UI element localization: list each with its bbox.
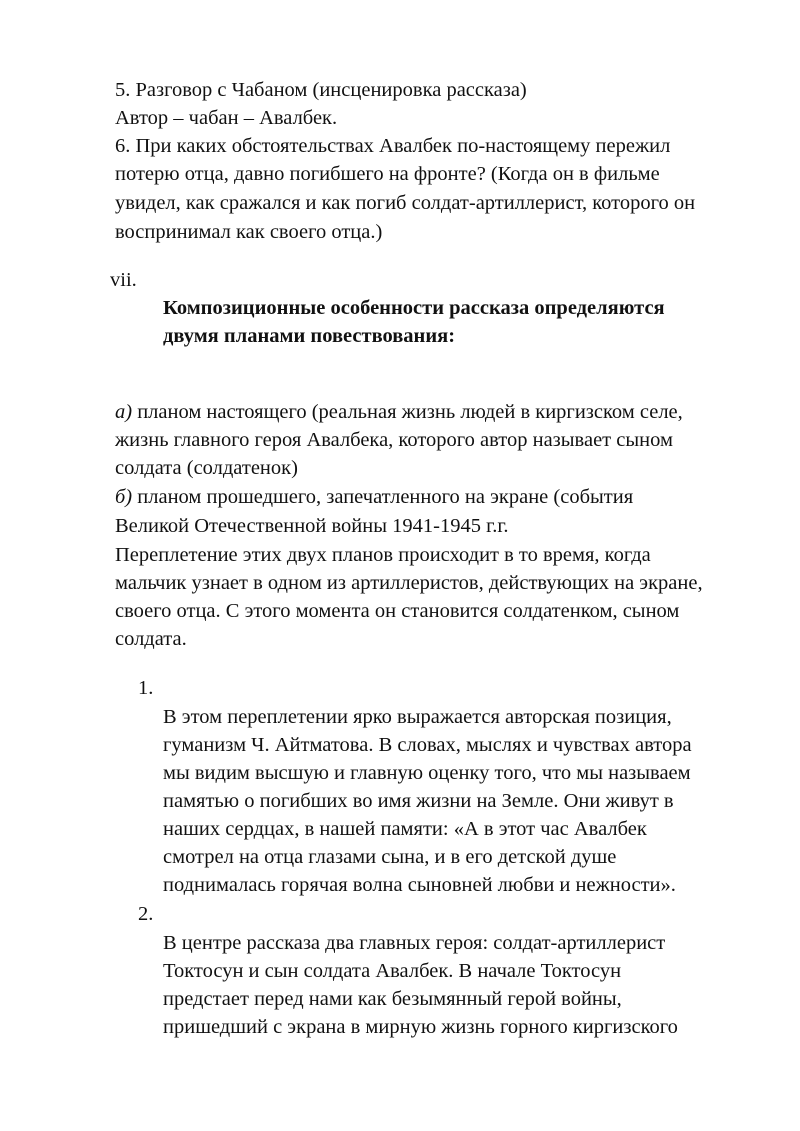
list-item-line: Токтосун и сын солдата Авалбек. В начале Токтосун bbox=[163, 960, 622, 982]
plan-b-line bbox=[115, 483, 633, 511]
text-line: 5. Разговор с Чабаном (инсценировка рассказа) bbox=[115, 79, 527, 101]
text-line: солдата (солдатенок) bbox=[115, 457, 298, 479]
text-line: солдата. bbox=[115, 628, 187, 650]
list-item-line: пришедший с экрана в мирную жизнь горного киргизского bbox=[163, 1016, 678, 1038]
list-item-line: мы видим высшую и главную оценку того, что мы называем bbox=[163, 762, 691, 784]
text-line: увидел, как сражался и как погиб солдат-артиллерист, которого он bbox=[115, 192, 696, 214]
text-line: жизнь главного героя Авалбека, которого автор называет сыном bbox=[115, 429, 673, 451]
text-line: потерю отца, давно погибшего на фронте? (Когда он в фильме bbox=[115, 163, 660, 185]
section-heading: Композиционные особенности рассказа определяются bbox=[163, 297, 665, 319]
plan-b-text: планом прошедшего, запечатленного на экране (события bbox=[132, 486, 634, 508]
plan-a-text: планом настоящего (реальная жизнь людей в киргизском селе, bbox=[132, 401, 683, 423]
text-line: своего отца. С этого момента он становится солдатенком, сыном bbox=[115, 600, 680, 622]
list-item-line: наших сердцах, в нашей памяти: «А в этот час Авалбек bbox=[163, 818, 647, 840]
text-line: Автор – чабан – Авалбек. bbox=[115, 107, 338, 129]
section-marker: vii. bbox=[110, 269, 137, 291]
text-line: мальчик узнает в одном из артиллеристов, действующих на экране, bbox=[115, 572, 703, 594]
plan-b-label: б) bbox=[115, 486, 133, 508]
list-number: 2. bbox=[138, 903, 154, 925]
section-heading: двумя планами повествования: bbox=[163, 325, 456, 347]
text-line: воспринимал как своего отца.) bbox=[115, 221, 383, 243]
list-item-line: памятью о погибших во имя жизни на Земле. Они живут в bbox=[163, 790, 674, 812]
list-number: 1. bbox=[138, 677, 154, 699]
text-line: 6. При каких обстоятельствах Авалбек по-настоящему пережил bbox=[115, 135, 671, 157]
text-line: Великой Отечественной войны 1941-1945 г.г. bbox=[115, 515, 509, 537]
plan-a-line bbox=[115, 398, 683, 426]
list-item-line: поднималась горячая волна сыновней любви и нежности». bbox=[163, 874, 676, 896]
list-item-line: В этом переплетении ярко выражается авторская позиция, bbox=[163, 706, 672, 728]
text-line: Переплетение этих двух планов происходит в то время, когда bbox=[115, 544, 651, 566]
list-item-line: В центре рассказа два главных героя: солдат-артиллерист bbox=[163, 932, 666, 954]
list-item-line: предстает перед нами как безымянный герой войны, bbox=[163, 988, 622, 1010]
list-item-line: смотрел на отца глазами сына, и в его детской душе bbox=[163, 846, 617, 868]
list-item-line: гуманизм Ч. Айтматова. В словах, мыслях и чувствах автора bbox=[163, 734, 692, 756]
plan-a-label: а) bbox=[115, 401, 133, 423]
